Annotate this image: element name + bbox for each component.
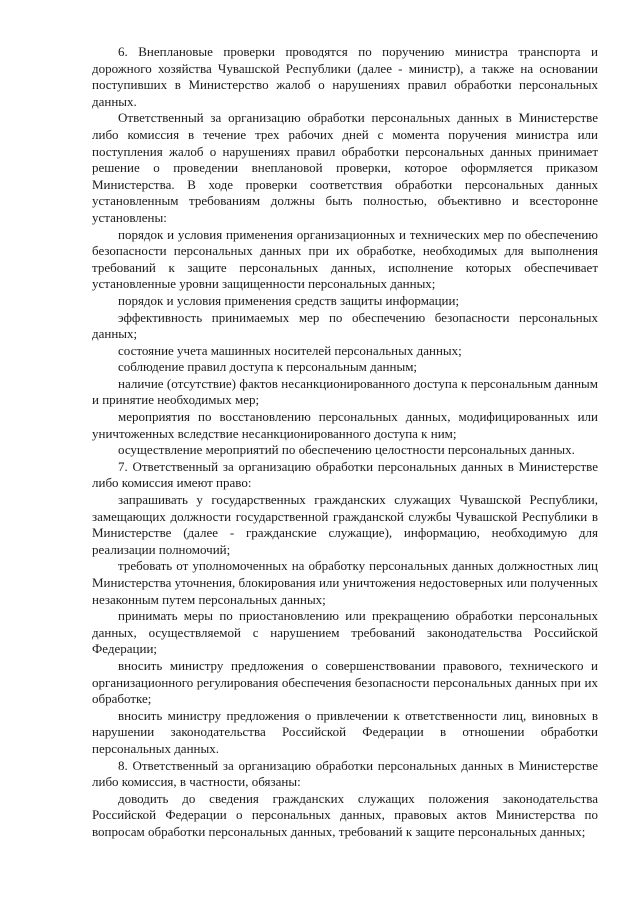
list-item: требовать от уполномоченных на обработку персональных данных должностных лиц Министерства уточнения, блокирования или уничтожения недостоверных или полученных незаконным путем персональных данных; [92,558,598,607]
document-page [92,44,598,841]
list-item: вносить министру предложения о привлечении к ответственности лиц, виновных в нарушении законодательства Российской Федерации в отношении обработки персональных данных. [92,707,598,756]
list-item: соблюдение правил доступа к персональным данным; [118,359,418,375]
list-item: мероприятия по восстановлению персональных данных, модифицированных или уничтоженных вследствие несанкционированного доступа к ним; [92,409,598,441]
paragraph-rights: 7. Ответственный за организацию обработки персональных данных в Министерстве либо комиссия имеют право: [92,458,598,491]
paragraph-obligations: 8. Ответственный за организацию обработки персональных данных в Министерстве либо комиссия, в частности, обязаны: [92,757,598,790]
list-item: порядок и условия применения средств защиты информации; [118,292,460,308]
list-item: принимать меры по приостановлению или прекращению обработки персональных данных, осуществляемой с нарушением требований законодательства Российской Федерации; [92,608,598,657]
list-item: запрашивать у государственных гражданских служащих Чувашской Республики, замещающих должности государственной гражданской службы Чувашской Республики в Министерстве (далее - гражданские служащие), информацию, необходимую для реализации полномочий; [92,492,598,557]
list-item: наличие (отсутствие) фактов несанкционированного доступа к персональным данным и принятие необходимых мер; [92,375,598,408]
list-item: эффективность принимаемых мер по обеспечению безопасности персональных данных; [92,309,598,342]
list-item: вносить министру предложения о совершенствовании правового, технического и организационного регулирования обеспечения безопасности персональных данных при их обработке; [92,657,598,707]
paragraph-unplanned-inspections: 6. Внеплановые проверки проводятся по поручению министра транспорта и дорожного хозяйства Чувашской Республики (далее - министр), а также на основании поступивших в Министерство жалоб о нарушениях правил обработки персональных данных. [92,44,598,109]
list-item: состояние учета машинных носителей персональных данных; [118,342,462,358]
list-item: доводить до сведения гражданских служащих положения законодательства Российской Федерации о персональных данных, правовых актов Министерства по вопросам обработки персональных данных, требований к защите персональных данных; [92,790,598,839]
list-item: порядок и условия применения организационных и технических мер по обеспечению безопасности персональных данных при их обработке, необходимых для выполнения требований к защите персональных данных, исполнение которых обеспечивает установленные уровни защищенности персональных данных; [92,226,598,292]
paragraph-inspection-decision: Ответственный за организацию обработки персональных данных в Министерстве либо комиссия в течение трех рабочих дней с момента поручения министра или поступления жалоб о нарушениях правил обработки персональных данных принимает решение о проведении внеплановой проверки, которое оформляется приказом Министерства. В ходе проверки соответствия обработки персональных данных установленным требованиям должны быть полностью, объективно и всесторонне установлены: [92,110,598,225]
list-item: осуществление мероприятий по обеспечению целостности персональных данных. [118,442,575,458]
